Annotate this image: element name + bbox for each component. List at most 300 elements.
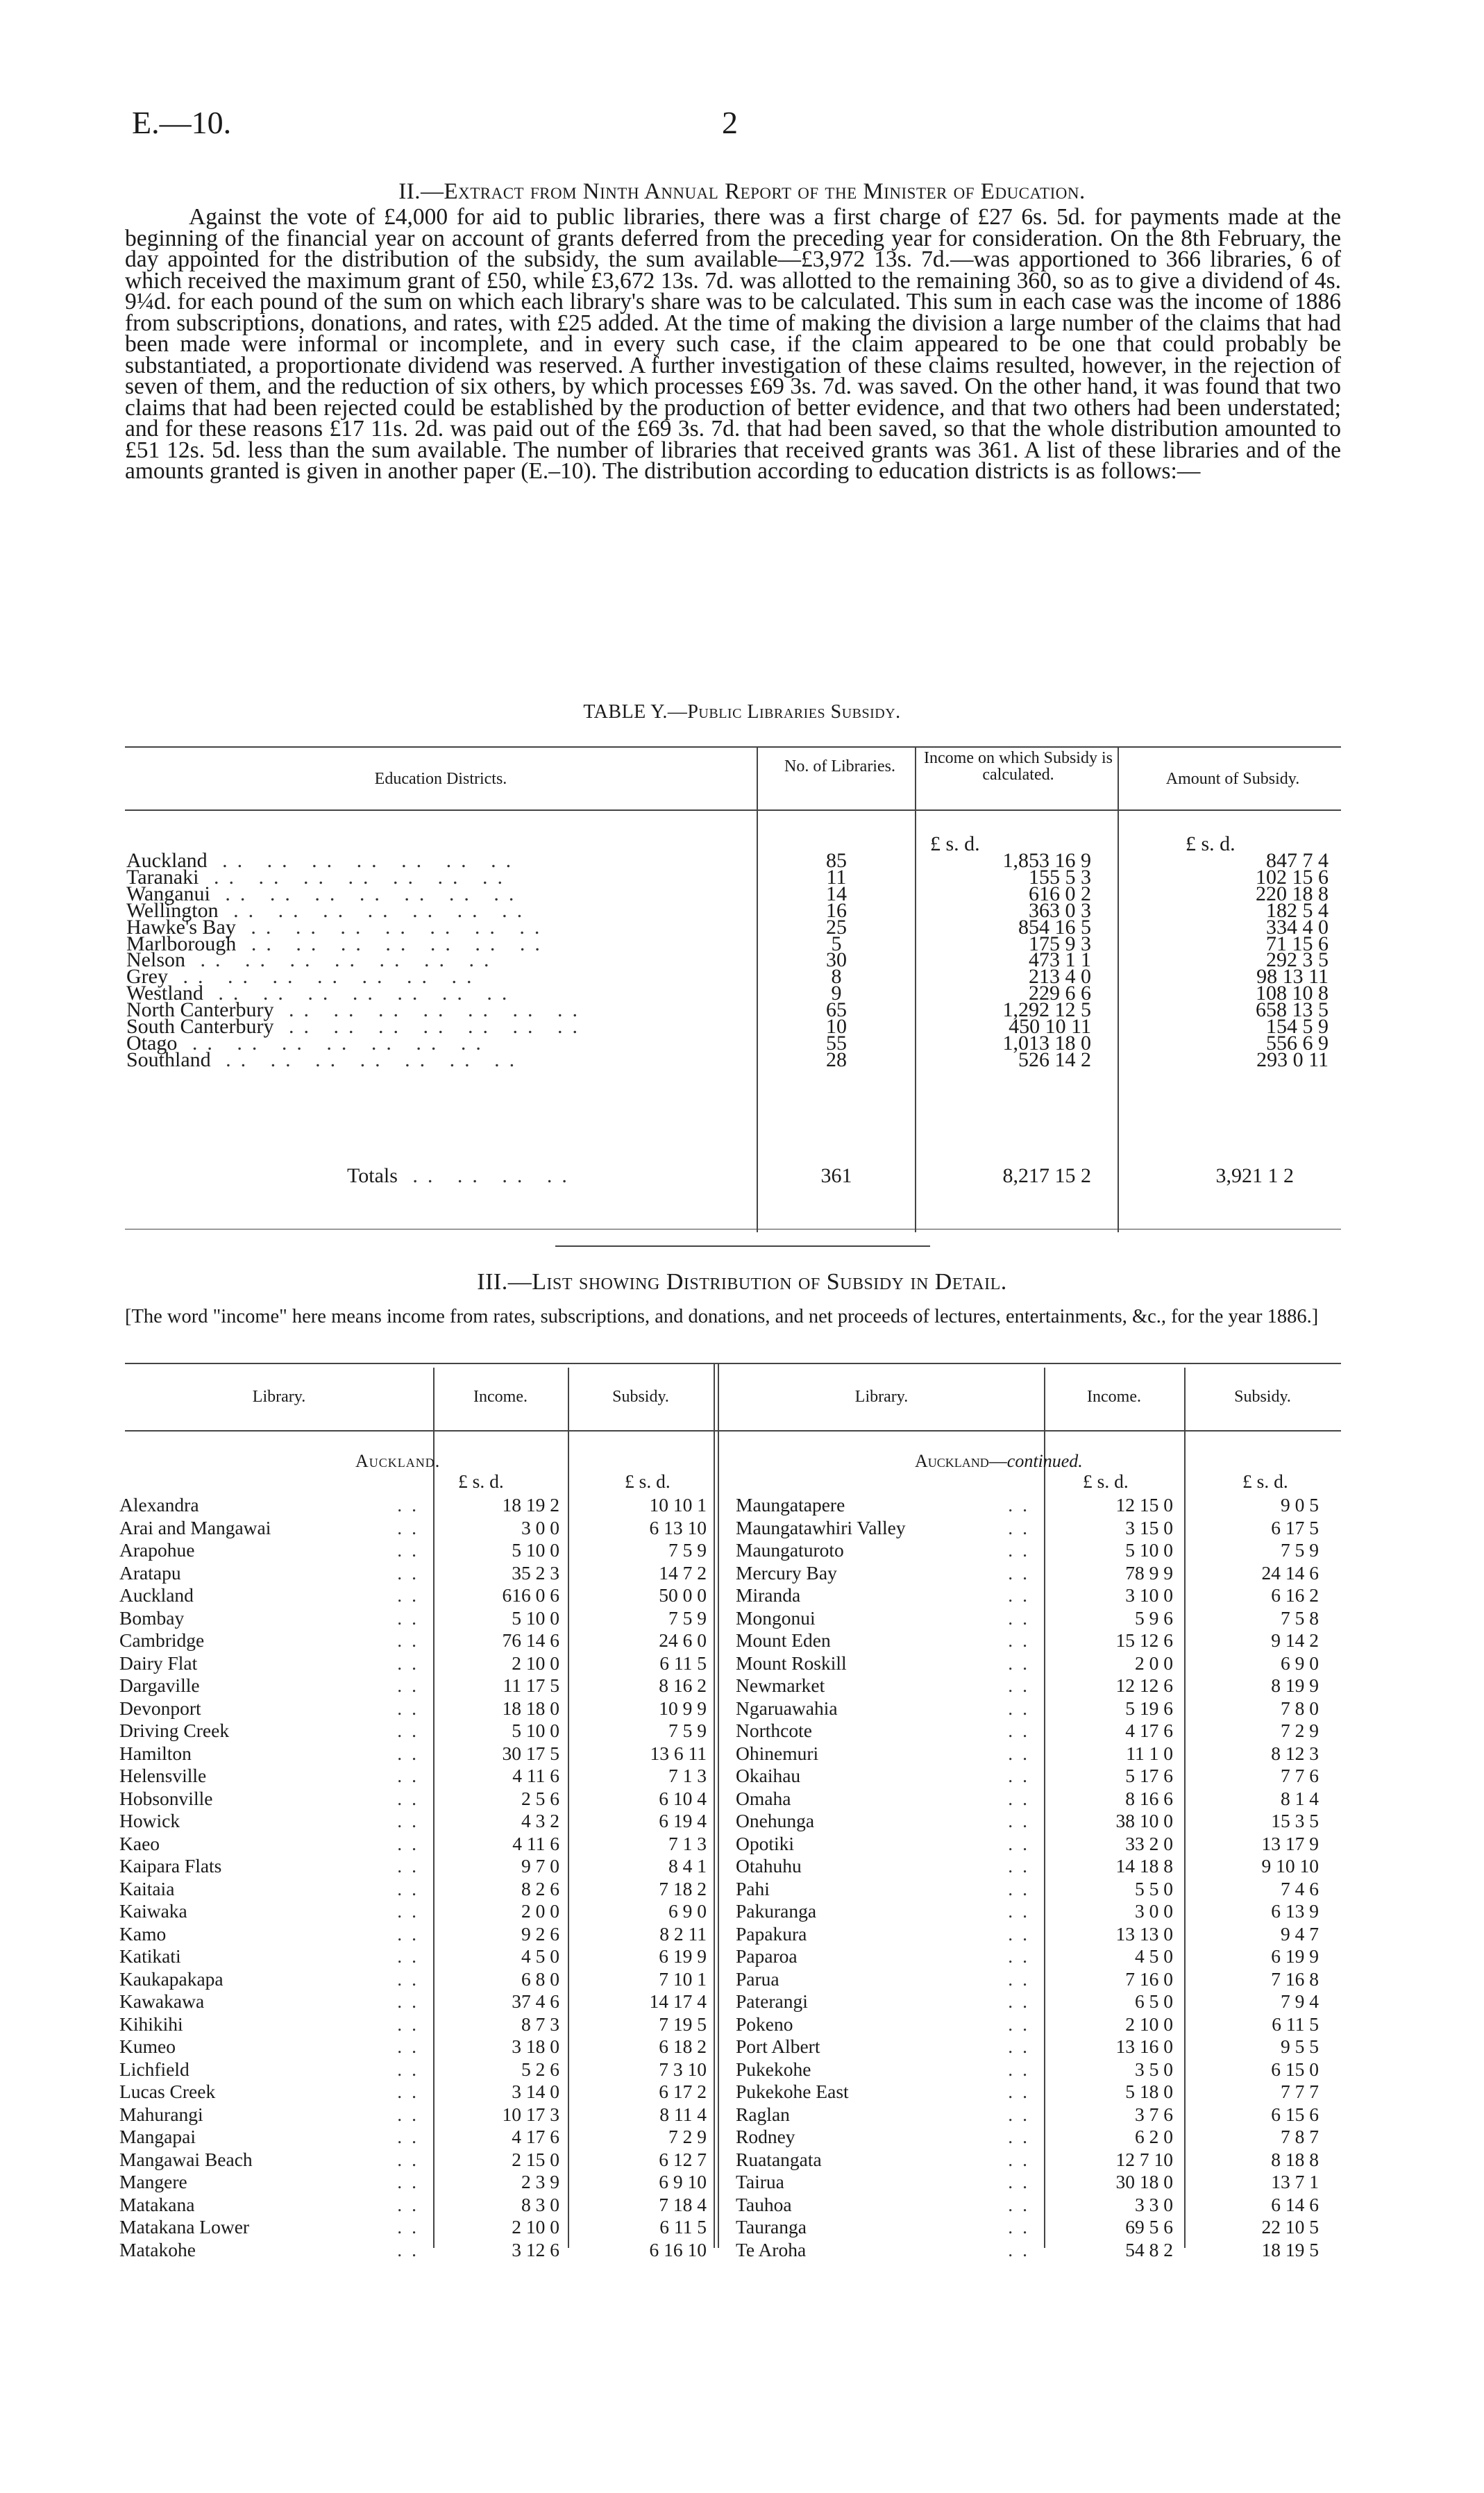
detail-right-income-2: 5 10 0 bbox=[1125, 1539, 1173, 1561]
detail-left-income-33: 3 12 6 bbox=[512, 2238, 559, 2260]
dot-leader: .. bbox=[397, 1652, 426, 1674]
dot-leader: .. bbox=[397, 1584, 426, 1606]
detail-right-library-33: Te Aroha .. bbox=[736, 2238, 1037, 2260]
detail-right-library-4: Miranda .. bbox=[736, 1584, 1037, 1606]
table-y-row-income-3: 363 0 3 bbox=[1029, 898, 1091, 922]
detail-left-subsidy-17: 7 18 2 bbox=[659, 1877, 707, 1899]
table-y-row-subsidy-6: 292 3 5 bbox=[1266, 948, 1329, 972]
table-y-row-libraries-5: 5 bbox=[831, 932, 842, 955]
detail-right-subsidy-31: 6 14 6 bbox=[1271, 2193, 1319, 2215]
table-y-row-libraries-3: 16 bbox=[826, 898, 847, 922]
dot-leader: .. .. .. .. .. .. .. bbox=[210, 882, 524, 905]
detail-left-library-23: Kihikihi .. bbox=[119, 2013, 426, 2035]
detail-left-library-25: Lichfield .. bbox=[119, 2058, 426, 2080]
table-y-row-district-7: Grey .. .. .. .. .. .. .. bbox=[126, 965, 482, 989]
detail-left-income-units: £ s. d. bbox=[458, 1470, 504, 1492]
detail-left-income-25: 5 2 6 bbox=[521, 2058, 559, 2080]
detail-right-income-column bbox=[1044, 1494, 1173, 2261]
table-y-row-district-8: Westland .. .. .. .. .. .. .. bbox=[126, 982, 517, 1005]
detail-right-subsidy-6: 9 14 2 bbox=[1271, 1629, 1319, 1651]
detail-left-header-library: Library. bbox=[252, 1388, 306, 1406]
detail-table-top-rule bbox=[125, 1363, 1341, 1364]
detail-left-subsidy-27: 8 11 4 bbox=[659, 2103, 707, 2125]
detail-left-income-11: 30 17 5 bbox=[502, 1742, 559, 1764]
table-y-libraries-column bbox=[764, 849, 909, 1071]
dot-leader: .. .. .. .. .. .. .. bbox=[273, 998, 587, 1022]
table-y-row-income-8: 229 6 6 bbox=[1029, 982, 1091, 1005]
detail-left-library-0: Alexandra .. bbox=[119, 1494, 426, 1516]
detail-right-library-8: Newmarket .. bbox=[736, 1674, 1037, 1696]
detail-right-subsidy-1: 6 17 5 bbox=[1271, 1516, 1319, 1538]
dot-leader: .. .. .. .. .. .. .. bbox=[236, 932, 550, 955]
detail-right-library-3: Mercury Bay .. bbox=[736, 1561, 1037, 1584]
dot-leader: .. bbox=[1008, 1945, 1037, 1967]
dot-leader: .. .. .. .. .. .. .. bbox=[177, 1031, 491, 1055]
detail-right-subsidy-12: 7 7 6 bbox=[1281, 1765, 1319, 1786]
detail-left-income-5: 5 10 0 bbox=[512, 1606, 559, 1629]
detail-right-library-20: Paparoa .. bbox=[736, 1945, 1037, 1967]
detail-left-income-6: 76 14 6 bbox=[502, 1629, 559, 1651]
table-y-row-income-5: 175 9 3 bbox=[1029, 932, 1091, 955]
table-y-row-subsidy-9: 658 13 5 bbox=[1256, 998, 1329, 1022]
detail-right-subsidy-10: 7 2 9 bbox=[1281, 1720, 1319, 1741]
detail-left-income-24: 3 18 0 bbox=[512, 2035, 559, 2057]
detail-left-library-33: Matakohe .. bbox=[119, 2238, 426, 2260]
dot-leader: .. bbox=[1008, 1990, 1037, 2012]
detail-right-income-13: 8 16 6 bbox=[1125, 1787, 1173, 1809]
table-y-row-subsidy-3: 182 5 4 bbox=[1266, 898, 1329, 922]
table-y-header-district: Education Districts. bbox=[374, 770, 507, 788]
detail-left-subsidy-25: 7 3 10 bbox=[659, 2058, 707, 2080]
dot-leader: .. bbox=[397, 1697, 426, 1719]
detail-right-library-26: Pukekohe East .. bbox=[736, 2081, 1037, 2102]
detail-right-subsidy-0: 9 0 5 bbox=[1281, 1494, 1319, 1516]
section-3-title-text: List showing Distribution of Subsidy in Detail. bbox=[532, 1269, 1007, 1295]
detail-right-library-10: Northcote .. bbox=[736, 1720, 1037, 1741]
dot-leader: .. bbox=[1008, 2193, 1037, 2215]
detail-right-subsidy-8: 8 19 9 bbox=[1271, 1674, 1319, 1696]
detail-left-library-30: Mangere .. bbox=[119, 2171, 426, 2192]
detail-right-subsidy-3: 24 14 6 bbox=[1261, 1561, 1319, 1584]
detail-left-subsidy-16: 8 4 1 bbox=[668, 1855, 707, 1877]
detail-left-income-22: 37 4 6 bbox=[512, 1990, 559, 2012]
dot-leader: .. .. .. .. .. .. .. bbox=[210, 1048, 525, 1071]
section-3-title-prefix: III.— bbox=[477, 1269, 532, 1295]
dot-leader: .. bbox=[1008, 2035, 1037, 2057]
dot-leader: .. bbox=[397, 1606, 426, 1629]
detail-left-library-26: Lucas Creek .. bbox=[119, 2081, 426, 2102]
detail-left-income-1: 3 0 0 bbox=[521, 1516, 559, 1538]
detail-right-library-6: Mount Eden .. bbox=[736, 1629, 1037, 1651]
dot-leader: .. bbox=[1008, 1494, 1037, 1516]
detail-right-subsidy-9: 7 8 0 bbox=[1281, 1697, 1319, 1719]
dot-leader: .. bbox=[1008, 1539, 1037, 1561]
detail-right-subsidy-13: 8 1 4 bbox=[1281, 1787, 1319, 1809]
table-y-top-rule bbox=[125, 746, 1341, 748]
detail-left-library-14: Howick .. bbox=[119, 1810, 426, 1831]
detail-table-header-rule bbox=[125, 1430, 1341, 1432]
dot-leader: .. bbox=[397, 2035, 426, 2057]
detail-left-library-2: Arapohue .. bbox=[119, 1539, 426, 1561]
detail-right-income-31: 3 3 0 bbox=[1135, 2193, 1173, 2215]
table-y-row-district-3: Wellington .. .. .. .. .. .. .. bbox=[126, 898, 532, 922]
dot-leader: .. bbox=[1008, 2103, 1037, 2125]
table-y-row-income-4: 854 16 5 bbox=[1018, 915, 1091, 939]
detail-right-library-5: Mongonui .. bbox=[736, 1606, 1037, 1629]
table-y-header-libraries: No. of Libraries. bbox=[784, 757, 895, 775]
detail-right-subsidy-units: £ s. d. bbox=[1242, 1470, 1288, 1492]
detail-left-subsidy-6: 24 6 0 bbox=[659, 1629, 707, 1651]
table-y-header-subsidy: Amount of Subsidy. bbox=[1165, 770, 1300, 788]
dot-leader: .. bbox=[397, 1922, 426, 1945]
dot-leader: .. bbox=[397, 2148, 426, 2170]
table-y-row-income-9: 1,292 12 5 bbox=[1002, 998, 1091, 1022]
dot-leader: .. bbox=[1008, 1787, 1037, 1809]
detail-left-subsidy-column bbox=[568, 1494, 707, 2261]
dot-leader: .. bbox=[1008, 1720, 1037, 1741]
detail-left-subheading: Auckland. bbox=[355, 1451, 441, 1471]
table-y-row-libraries-9: 65 bbox=[826, 998, 847, 1022]
detail-right-library-32: Tauranga .. bbox=[736, 2216, 1037, 2238]
detail-right-subsidy-26: 7 7 7 bbox=[1281, 2081, 1319, 2102]
table-y-divider-1 bbox=[757, 746, 758, 1232]
detail-right-subsidy-33: 18 19 5 bbox=[1261, 2238, 1319, 2260]
detail-right-library-2: Maungaturoto .. bbox=[736, 1539, 1037, 1561]
detail-left-subsidy-11: 13 6 11 bbox=[650, 1742, 707, 1764]
detail-left-library-27: Mahurangi .. bbox=[119, 2103, 426, 2125]
detail-left-subsidy-15: 7 1 3 bbox=[668, 1832, 707, 1854]
section-2-paragraph-block bbox=[125, 204, 1341, 484]
detail-right-income-12: 5 17 6 bbox=[1125, 1765, 1173, 1786]
detail-right-income-25: 3 5 0 bbox=[1135, 2058, 1173, 2080]
detail-right-library-15: Opotiki .. bbox=[736, 1832, 1037, 1854]
detail-left-library-22: Kawakawa .. bbox=[119, 1990, 426, 2012]
detail-right-library-25: Pukekohe .. bbox=[736, 2058, 1037, 2080]
detail-right-library-24: Port Albert .. bbox=[736, 2035, 1037, 2057]
table-y-row-district-11: Otago .. .. .. .. .. .. .. bbox=[126, 1031, 491, 1055]
table-y-divider-3 bbox=[1118, 746, 1119, 1232]
detail-left-library-17: Kaitaia .. bbox=[119, 1877, 426, 1899]
detail-right-subsidy-15: 13 17 9 bbox=[1261, 1832, 1319, 1854]
table-y-row-income-0: 1,853 16 9 bbox=[1002, 849, 1091, 872]
detail-left-subsidy-0: 10 10 1 bbox=[649, 1494, 707, 1516]
table-y-row-libraries-4: 25 bbox=[826, 915, 847, 939]
detail-left-header-income: Income. bbox=[473, 1388, 528, 1406]
detail-right-subsidy-29: 8 18 8 bbox=[1271, 2148, 1319, 2170]
table-y-row-subsidy-10: 154 5 9 bbox=[1266, 1015, 1329, 1039]
detail-left-library-9: Devonport .. bbox=[119, 1697, 426, 1719]
detail-right-income-20: 4 5 0 bbox=[1135, 1945, 1173, 1967]
table-y-income-column bbox=[916, 849, 1091, 1071]
detail-left-income-13: 2 5 6 bbox=[521, 1787, 559, 1809]
detail-right-subsidy-5: 7 5 8 bbox=[1281, 1606, 1319, 1629]
detail-left-subsidy-21: 7 10 1 bbox=[659, 1967, 707, 1990]
detail-right-library-23: Pokeno .. bbox=[736, 2013, 1037, 2035]
detail-right-income-30: 30 18 0 bbox=[1115, 2171, 1173, 2192]
detail-left-library-3: Aratapu .. bbox=[119, 1561, 426, 1584]
table-y-row-subsidy-7: 98 13 11 bbox=[1256, 965, 1329, 989]
detail-right-income-27: 3 7 6 bbox=[1135, 2103, 1173, 2125]
detail-left-library-32: Matakana Lower .. bbox=[119, 2216, 426, 2238]
table-y-row-subsidy-0: 847 7 4 bbox=[1266, 849, 1329, 872]
dot-leader: .. bbox=[1008, 2148, 1037, 2170]
table-y-row-libraries-8: 9 bbox=[831, 982, 842, 1005]
detail-left-subsidy-18: 6 9 0 bbox=[668, 1900, 707, 1922]
detail-right-income-21: 7 16 0 bbox=[1125, 1967, 1173, 1990]
dot-leader: .. bbox=[1008, 2013, 1037, 2035]
dot-leader: .. bbox=[1008, 2216, 1037, 2238]
detail-right-subsidy-25: 6 15 0 bbox=[1271, 2058, 1319, 2080]
section-separator bbox=[555, 1245, 930, 1247]
table-y-row-libraries-12: 28 bbox=[826, 1048, 847, 1071]
detail-left-income-29: 2 15 0 bbox=[512, 2148, 559, 2170]
table-y-row-subsidy-8: 108 10 8 bbox=[1256, 982, 1329, 1005]
detail-left-income-27: 10 17 3 bbox=[502, 2103, 559, 2125]
table-y-totals-subsidy: 3,921 1 2 bbox=[1215, 1164, 1294, 1187]
detail-left-subsidy-24: 6 18 2 bbox=[659, 2035, 707, 2057]
dot-leader: .. bbox=[397, 2081, 426, 2102]
dot-leader: .. bbox=[397, 1810, 426, 1831]
detail-left-income-18: 2 0 0 bbox=[521, 1900, 559, 1922]
dot-leader: .. bbox=[1008, 1765, 1037, 1786]
detail-left-income-0: 18 19 2 bbox=[502, 1494, 559, 1516]
table-y-subsidy-column bbox=[1124, 849, 1329, 1071]
table-y-row-libraries-10: 10 bbox=[826, 1015, 847, 1039]
detail-left-income-23: 8 7 3 bbox=[521, 2013, 559, 2035]
table-y-row-income-1: 155 5 3 bbox=[1029, 865, 1091, 889]
dot-leader: .. .. .. .. .. .. .. bbox=[235, 915, 550, 939]
detail-right-income-3: 78 9 9 bbox=[1125, 1561, 1173, 1584]
dot-leader: .. bbox=[1008, 1742, 1037, 1764]
detail-left-subsidy-5: 7 5 9 bbox=[668, 1606, 707, 1629]
detail-left-subsidy-units: £ s. d. bbox=[625, 1470, 671, 1492]
dot-leader: .. bbox=[1008, 1629, 1037, 1651]
table-y-row-district-1: Taranaki .. .. .. .. .. .. .. bbox=[126, 865, 513, 889]
dot-leader: .. bbox=[1008, 1561, 1037, 1584]
detail-right-library-27: Raglan .. bbox=[736, 2103, 1037, 2125]
dot-leader: .. bbox=[1008, 1584, 1037, 1606]
detail-right-income-16: 14 18 8 bbox=[1115, 1855, 1173, 1877]
detail-right-subheading bbox=[915, 1451, 1083, 1472]
dot-leader: .. bbox=[1008, 1855, 1037, 1877]
section-3-note: [The word "income" here means income from rates, subscriptions, and donations, and net proceeds of lectures, entertainments, &c., for the year 1886.] bbox=[125, 1306, 1319, 1327]
detail-right-subsidy-17: 7 4 6 bbox=[1281, 1877, 1319, 1899]
detail-left-subsidy-20: 6 19 9 bbox=[659, 1945, 707, 1967]
table-y-header-income: Income on which Subsidy is calculated. bbox=[924, 749, 1113, 784]
dot-leader: .. bbox=[1008, 2171, 1037, 2192]
table-y-row-libraries-0: 85 bbox=[826, 849, 847, 872]
detail-left-subsidy-28: 7 2 9 bbox=[668, 2126, 707, 2147]
detail-left-library-13: Hobsonville .. bbox=[119, 1787, 426, 1809]
detail-left-income-2: 5 10 0 bbox=[512, 1539, 559, 1561]
dot-leader: .. bbox=[1008, 2126, 1037, 2147]
detail-left-library-16: Kaipara Flats .. bbox=[119, 1855, 426, 1877]
detail-left-library-1: Arai and Mangawai .. bbox=[119, 1516, 426, 1538]
detail-right-income-29: 12 7 10 bbox=[1115, 2148, 1173, 2170]
detail-left-income-16: 9 7 0 bbox=[521, 1855, 559, 1877]
table-y-row-district-9: North Canterbury .. .. .. .. .. .. .. bbox=[126, 998, 587, 1022]
detail-left-library-7: Dairy Flat .. bbox=[119, 1652, 426, 1674]
detail-right-subsidy-16: 9 10 10 bbox=[1261, 1855, 1319, 1877]
detail-left-subsidy-30: 6 9 10 bbox=[659, 2171, 707, 2192]
dot-leader: .. bbox=[397, 1900, 426, 1922]
detail-left-income-21: 6 8 0 bbox=[521, 1967, 559, 1990]
dot-leader: .. bbox=[1008, 2081, 1037, 2102]
detail-right-subsidy-2: 7 5 9 bbox=[1281, 1539, 1319, 1561]
detail-right-library-1: Maungatawhiri Valley .. bbox=[736, 1516, 1037, 1538]
dot-leader: .. bbox=[1008, 1652, 1037, 1674]
detail-right-subsidy-18: 6 13 9 bbox=[1271, 1900, 1319, 1922]
dot-leader: .. bbox=[397, 2013, 426, 2035]
detail-right-header-subsidy: Subsidy. bbox=[1234, 1388, 1291, 1406]
detail-left-income-4: 616 0 6 bbox=[502, 1584, 559, 1606]
detail-left-library-6: Cambridge .. bbox=[119, 1629, 426, 1651]
detail-left-subsidy-8: 8 16 2 bbox=[659, 1674, 707, 1696]
table-y-row-libraries-7: 8 bbox=[831, 965, 842, 989]
table-y-row-district-0: Auckland .. .. .. .. .. .. .. bbox=[126, 849, 521, 872]
table-y-row-libraries-1: 11 bbox=[826, 865, 847, 889]
detail-right-library-column bbox=[736, 1494, 1041, 2261]
detail-left-income-30: 2 3 9 bbox=[521, 2171, 559, 2192]
detail-right-income-14: 38 10 0 bbox=[1115, 1810, 1173, 1831]
table-y-row-income-10: 450 10 11 bbox=[1009, 1015, 1091, 1039]
detail-left-subsidy-2: 7 5 9 bbox=[668, 1539, 707, 1561]
detail-left-income-28: 4 17 6 bbox=[512, 2126, 559, 2147]
detail-left-income-3: 35 2 3 bbox=[512, 1561, 559, 1584]
section-2-title-text: Extract from Ninth Annual Report of the Minister of Education. bbox=[444, 179, 1086, 204]
section-2-title-prefix: II.— bbox=[398, 179, 444, 204]
detail-right-library-29: Ruatangata .. bbox=[736, 2148, 1037, 2170]
detail-left-income-12: 4 11 6 bbox=[512, 1765, 559, 1786]
dot-leader: .. bbox=[397, 1516, 426, 1538]
dot-leader: .. bbox=[397, 1674, 426, 1696]
table-y-row-subsidy-1: 102 15 6 bbox=[1256, 865, 1329, 889]
detail-left-library-24: Kumeo .. bbox=[119, 2035, 426, 2057]
detail-right-subsidy-22: 7 9 4 bbox=[1281, 1990, 1319, 2012]
table-y-row-subsidy-5: 71 15 6 bbox=[1266, 932, 1329, 955]
table-y-row-income-2: 616 0 2 bbox=[1029, 882, 1091, 905]
detail-right-income-26: 5 18 0 bbox=[1125, 2081, 1173, 2102]
detail-left-subsidy-4: 50 0 0 bbox=[659, 1584, 707, 1606]
section-2-title bbox=[0, 179, 1484, 205]
detail-right-income-17: 5 5 0 bbox=[1135, 1877, 1173, 1899]
detail-right-income-10: 4 17 6 bbox=[1125, 1720, 1173, 1741]
detail-right-subsidy-30: 13 7 1 bbox=[1271, 2171, 1319, 2192]
detail-right-subsidy-27: 6 15 6 bbox=[1271, 2103, 1319, 2125]
table-y-subsidy-units: £ s. d. bbox=[1186, 832, 1236, 855]
detail-right-income-6: 15 12 6 bbox=[1115, 1629, 1173, 1651]
detail-right-subsidy-32: 22 10 5 bbox=[1261, 2216, 1319, 2238]
dot-leader: .. bbox=[397, 1742, 426, 1764]
dot-leader: .. bbox=[397, 1877, 426, 1899]
detail-right-income-22: 6 5 0 bbox=[1135, 1990, 1173, 2012]
dot-leader: .. bbox=[397, 1990, 426, 2012]
detail-right-income-8: 12 12 6 bbox=[1115, 1674, 1173, 1696]
dot-leader: .. bbox=[397, 1494, 426, 1516]
detail-left-income-7: 2 10 0 bbox=[512, 1652, 559, 1674]
dot-leader: .. bbox=[1008, 1900, 1037, 1922]
detail-right-income-19: 13 13 0 bbox=[1115, 1922, 1173, 1945]
table-y-totals-label: Totals .. .. .. .. bbox=[347, 1164, 577, 1187]
dot-leader: .. bbox=[397, 1720, 426, 1741]
detail-right-income-15: 33 2 0 bbox=[1125, 1832, 1173, 1854]
detail-left-library-12: Helensville .. bbox=[119, 1765, 426, 1786]
detail-right-subsidy-column bbox=[1184, 1494, 1319, 2261]
detail-left-subsidy-31: 7 18 4 bbox=[659, 2193, 707, 2215]
detail-right-income-32: 69 5 6 bbox=[1125, 2216, 1173, 2238]
detail-right-income-11: 11 1 0 bbox=[1126, 1742, 1173, 1764]
dot-leader: .. bbox=[397, 2058, 426, 2080]
detail-left-subsidy-26: 6 17 2 bbox=[659, 2081, 707, 2102]
detail-right-library-31: Tauhoa .. bbox=[736, 2193, 1037, 2215]
dot-leader: .. .. .. .. .. .. .. bbox=[218, 898, 532, 922]
detail-right-subsidy-7: 6 9 0 bbox=[1281, 1652, 1319, 1674]
detail-left-subsidy-22: 14 17 4 bbox=[649, 1990, 707, 2012]
detail-left-income-19: 9 2 6 bbox=[521, 1922, 559, 1945]
dot-leader: .. .. .. .. .. .. .. bbox=[167, 965, 482, 989]
detail-left-library-20: Katikati .. bbox=[119, 1945, 426, 1967]
detail-left-library-5: Bombay .. bbox=[119, 1606, 426, 1629]
detail-right-library-11: Ohinemuri .. bbox=[736, 1742, 1037, 1764]
dot-leader: .. bbox=[1008, 1922, 1037, 1945]
detail-right-subheading-region: Auckland— bbox=[915, 1451, 1007, 1471]
dot-leader: .. bbox=[397, 1561, 426, 1584]
table-y-row-subsidy-2: 220 18 8 bbox=[1256, 882, 1329, 905]
dot-leader: .. bbox=[1008, 1967, 1037, 1990]
detail-left-library-11: Hamilton .. bbox=[119, 1742, 426, 1764]
page-number: 2 bbox=[722, 105, 738, 140]
dot-leader: .. bbox=[397, 1945, 426, 1967]
table-y-row-district-2: Wanganui .. .. .. .. .. .. .. bbox=[126, 882, 524, 905]
detail-left-library-8: Dargaville .. bbox=[119, 1674, 426, 1696]
table-y-row-district-12: Southland .. .. .. .. .. .. .. bbox=[126, 1048, 525, 1071]
detail-left-subsidy-29: 6 12 7 bbox=[659, 2148, 707, 2170]
dot-leader: .. .. .. .. .. .. .. bbox=[199, 865, 513, 889]
detail-left-library-21: Kaukapakapa .. bbox=[119, 1967, 426, 1990]
detail-left-income-20: 4 5 0 bbox=[521, 1945, 559, 1967]
detail-left-library-28: Mangapai .. bbox=[119, 2126, 426, 2147]
detail-left-subsidy-33: 6 16 10 bbox=[649, 2238, 707, 2260]
table-y-row-income-12: 526 14 2 bbox=[1018, 1048, 1091, 1071]
detail-right-income-24: 13 16 0 bbox=[1115, 2035, 1173, 2057]
detail-left-subsidy-3: 14 7 2 bbox=[659, 1561, 707, 1584]
table-y-totals-libraries: 361 bbox=[820, 1164, 852, 1187]
detail-right-income-18: 3 0 0 bbox=[1135, 1900, 1173, 1922]
detail-right-income-33: 54 8 2 bbox=[1125, 2238, 1173, 2260]
dot-leader: .. bbox=[397, 2171, 426, 2192]
detail-right-header-income: Income. bbox=[1087, 1388, 1141, 1406]
table-y-income-units: £ s. d. bbox=[930, 832, 980, 855]
detail-right-library-7: Mount Roskill .. bbox=[736, 1652, 1037, 1674]
table-y-row-income-11: 1,013 18 0 bbox=[1002, 1031, 1091, 1055]
detail-right-subheading-continued: continued. bbox=[1006, 1451, 1083, 1471]
detail-right-library-18: Pakuranga .. bbox=[736, 1900, 1037, 1922]
detail-left-library-29: Mangawai Beach .. bbox=[119, 2148, 426, 2170]
detail-left-income-17: 8 2 6 bbox=[521, 1877, 559, 1899]
detail-left-library-19: Kamo .. bbox=[119, 1922, 426, 1945]
detail-right-library-21: Parua .. bbox=[736, 1967, 1037, 1990]
dot-leader: .. bbox=[397, 1787, 426, 1809]
detail-left-header-subsidy: Subsidy. bbox=[612, 1388, 669, 1406]
detail-right-library-17: Pahi .. bbox=[736, 1877, 1037, 1899]
dot-leader: .. bbox=[397, 1855, 426, 1877]
detail-left-income-31: 8 3 0 bbox=[521, 2193, 559, 2215]
dot-leader: .. bbox=[397, 2238, 426, 2260]
detail-right-library-13: Omaha .. bbox=[736, 1787, 1037, 1809]
table-y-row-income-7: 213 4 0 bbox=[1029, 965, 1091, 989]
detail-right-header-library: Library. bbox=[854, 1388, 909, 1406]
dot-leader: .. bbox=[397, 2193, 426, 2215]
